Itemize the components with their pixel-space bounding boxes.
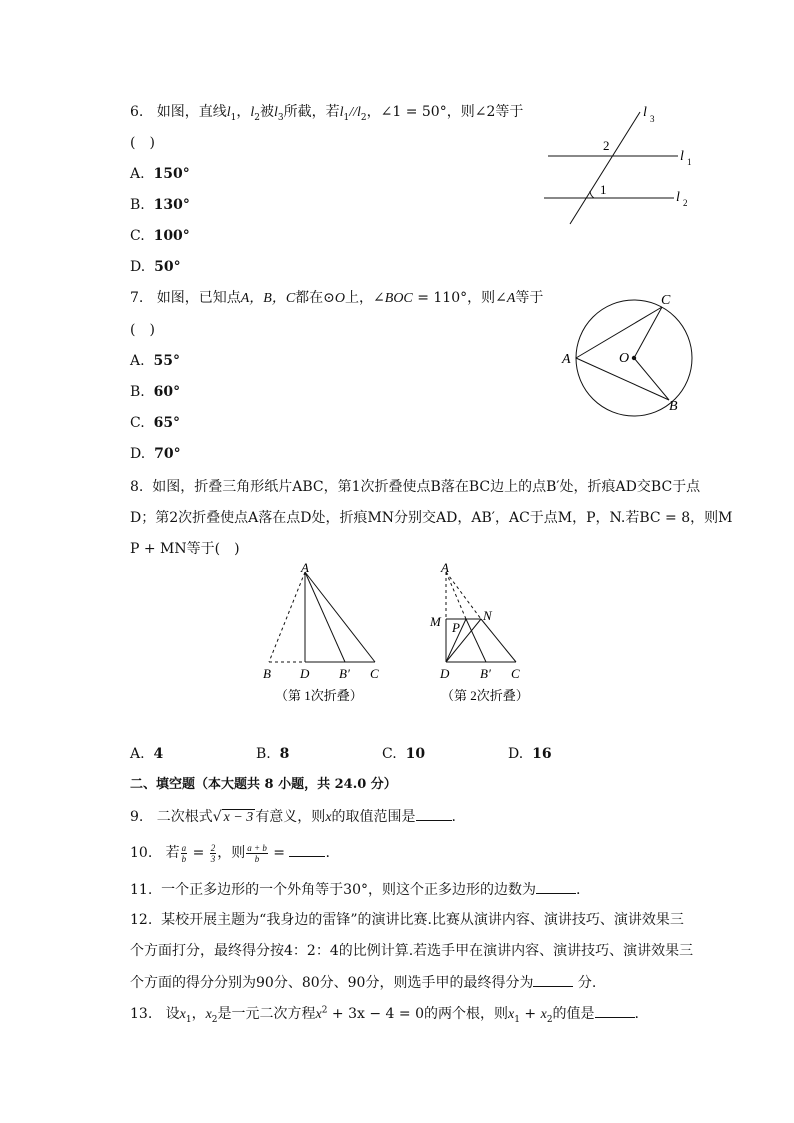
q8-figures <box>255 560 545 710</box>
q10-number: 10. <box>130 845 153 861</box>
q7-option-d[interactable]: D. 70° <box>130 446 181 462</box>
q8-fold1-figure <box>263 560 379 703</box>
f1-bprime-label: B′ <box>339 666 350 681</box>
l2-label: l <box>676 190 680 205</box>
q12-stem-line2: 个方面打分，最终得分按4：2：4的比例计算.若选手甲在演讲内容、演讲技巧、演讲效果三 <box>130 943 694 959</box>
f2-a-label: A <box>441 560 449 575</box>
q12-answer-blank[interactable] <box>533 972 573 987</box>
q9-answer-blank[interactable] <box>416 806 452 821</box>
q8-stem-line3: P + MN等于( ) <box>130 541 240 557</box>
q6-option-d[interactable]: D. 50° <box>130 259 181 275</box>
l2-sub: 2 <box>683 198 688 208</box>
f2-d-label: D <box>440 666 450 681</box>
q7-answer-paren: ( ) <box>130 322 155 338</box>
q7-option-a[interactable]: A. 55° <box>130 353 180 369</box>
q6-option-c[interactable]: C. 100° <box>130 228 190 244</box>
q6-stem: 6. 如图，直线$l_1$，$l_2$被$l_3$所截，若$l_1//l_2$，∠1 = 50°，则∠2等于 <box>130 104 524 123</box>
q6-number: 6. <box>130 104 144 120</box>
f1-a-label: A <box>301 560 309 575</box>
f2-p-label: P <box>452 620 460 635</box>
q6-figure-parallel-lines <box>540 100 700 230</box>
q13-answer-blank[interactable] <box>595 1003 635 1018</box>
segment-ab-dashed <box>269 572 305 662</box>
f2-n-label: N <box>483 608 492 623</box>
point-b-label: B <box>669 399 678 414</box>
q8-stem-line2: D；第2次折叠使点A落在点D处，折痕MN分别交AD，AB′，AC于点M，P，N.若BC = 8，则M <box>130 510 733 526</box>
q6-option-a[interactable]: A. 150° <box>130 166 190 182</box>
segment-nc <box>481 619 516 662</box>
segment-oc <box>634 307 662 358</box>
l3-sub: 3 <box>650 114 655 124</box>
f2-bprime-label: B′ <box>480 666 491 681</box>
q6-answer-paren: ( ) <box>130 135 155 151</box>
q13-number: 13. <box>130 1006 153 1022</box>
q12-number: 12. <box>130 912 153 928</box>
l3-label: l <box>643 105 647 120</box>
segment-ap-dashed <box>446 572 466 619</box>
q7-option-c[interactable]: C. 65° <box>130 415 181 431</box>
q8-fold2-figure <box>429 560 529 703</box>
point-c-label: C <box>661 293 671 308</box>
f1-c-label: C <box>370 666 379 681</box>
center-point <box>632 356 636 360</box>
fraction-a-over-b: $\frac{a}{b}$ <box>181 842 187 864</box>
q13-stem: 13. 设$x_1$，$x_2$是一元二次方程$x^2 + 3x - 4 = 0$的两个根，则$x_1 + x_2$的值是 . <box>130 1003 639 1025</box>
q8-option-a[interactable]: A. 4 <box>130 746 164 762</box>
fraction-apb-over-b: $\frac{a + b}{b}$ <box>247 842 267 864</box>
point-a-label: A <box>562 352 571 367</box>
q11-answer-blank[interactable] <box>536 879 576 894</box>
q12-stem-line1: 12. 某校开展主题为“我身边的雷锋”的演讲比赛.比赛从演讲内容、演讲技巧、演讲效果三 <box>130 912 684 928</box>
q7-stem: 7. 如图，已知点A，B，C都在⊙O上，∠BOC = 110°，则∠A等于 <box>130 290 544 306</box>
f2-caption: （第 2次折叠） <box>441 688 529 703</box>
sqrt-symbol: √ <box>212 809 222 825</box>
q8-number: 8. <box>130 479 144 495</box>
q12-stem-line3: 个方面的得分分别为90分、80分、90分，则选手甲的最终得分为 分. <box>130 972 596 993</box>
angle-1-label: 1 <box>600 182 607 197</box>
q7-number: 7. <box>130 290 144 306</box>
angle-1-arc <box>590 191 594 198</box>
line-l3 <box>570 112 640 224</box>
q11-stem: 11. 一个正多边形的一个外角等于30°，则这个正多边形的边数为 . <box>130 879 580 900</box>
q8-option-c[interactable]: C. 10 <box>382 746 426 762</box>
sqrt-radicand: x − 3 <box>223 810 254 825</box>
f1-caption: （第 1次折叠） <box>275 688 363 703</box>
f1-b-label: B <box>263 666 271 681</box>
l1-sub: 1 <box>687 157 692 167</box>
segment-ac <box>305 572 375 662</box>
fraction-2-over-3: $\frac{2}{3}$ <box>210 842 216 864</box>
q10-stem: 10. 若 $\frac{a}{b}$ = $\frac{2}{3}$ ，则 $\frac{a + b}{b}$ = . <box>130 842 330 864</box>
segment-ab-prime <box>305 572 345 662</box>
q6-option-b[interactable]: B. 130° <box>130 197 190 213</box>
f2-m-label: M <box>430 614 441 629</box>
section-2-title: 二、填空题（本大题共 8 小题，共 24.0 分） <box>130 777 397 792</box>
q7-option-b[interactable]: B. 60° <box>130 384 181 400</box>
q10-answer-blank[interactable] <box>289 842 325 857</box>
f1-d-label: D <box>300 666 310 681</box>
q7-figure-circle <box>555 288 715 418</box>
q9-number: 9. <box>130 809 144 825</box>
angle-2-label: 2 <box>603 138 610 153</box>
segment-ob <box>634 358 669 400</box>
q8-option-b[interactable]: B. 8 <box>256 746 290 762</box>
q8-stem-line1: 8. 如图，折叠三角形纸片ABC，第1次折叠使点B落在BC边上的点B′处，折痕AD交BC于点 <box>130 479 701 495</box>
q9-stem: 9. 二次根式√ x − 3 有意义，则x的取值范围是 . <box>130 806 456 828</box>
l1-label: l <box>680 149 684 164</box>
f2-c-label: C <box>511 666 520 681</box>
q8-option-d[interactable]: D. 16 <box>508 746 552 762</box>
point-o-label: O <box>619 351 630 366</box>
q11-number: 11. <box>130 882 153 898</box>
